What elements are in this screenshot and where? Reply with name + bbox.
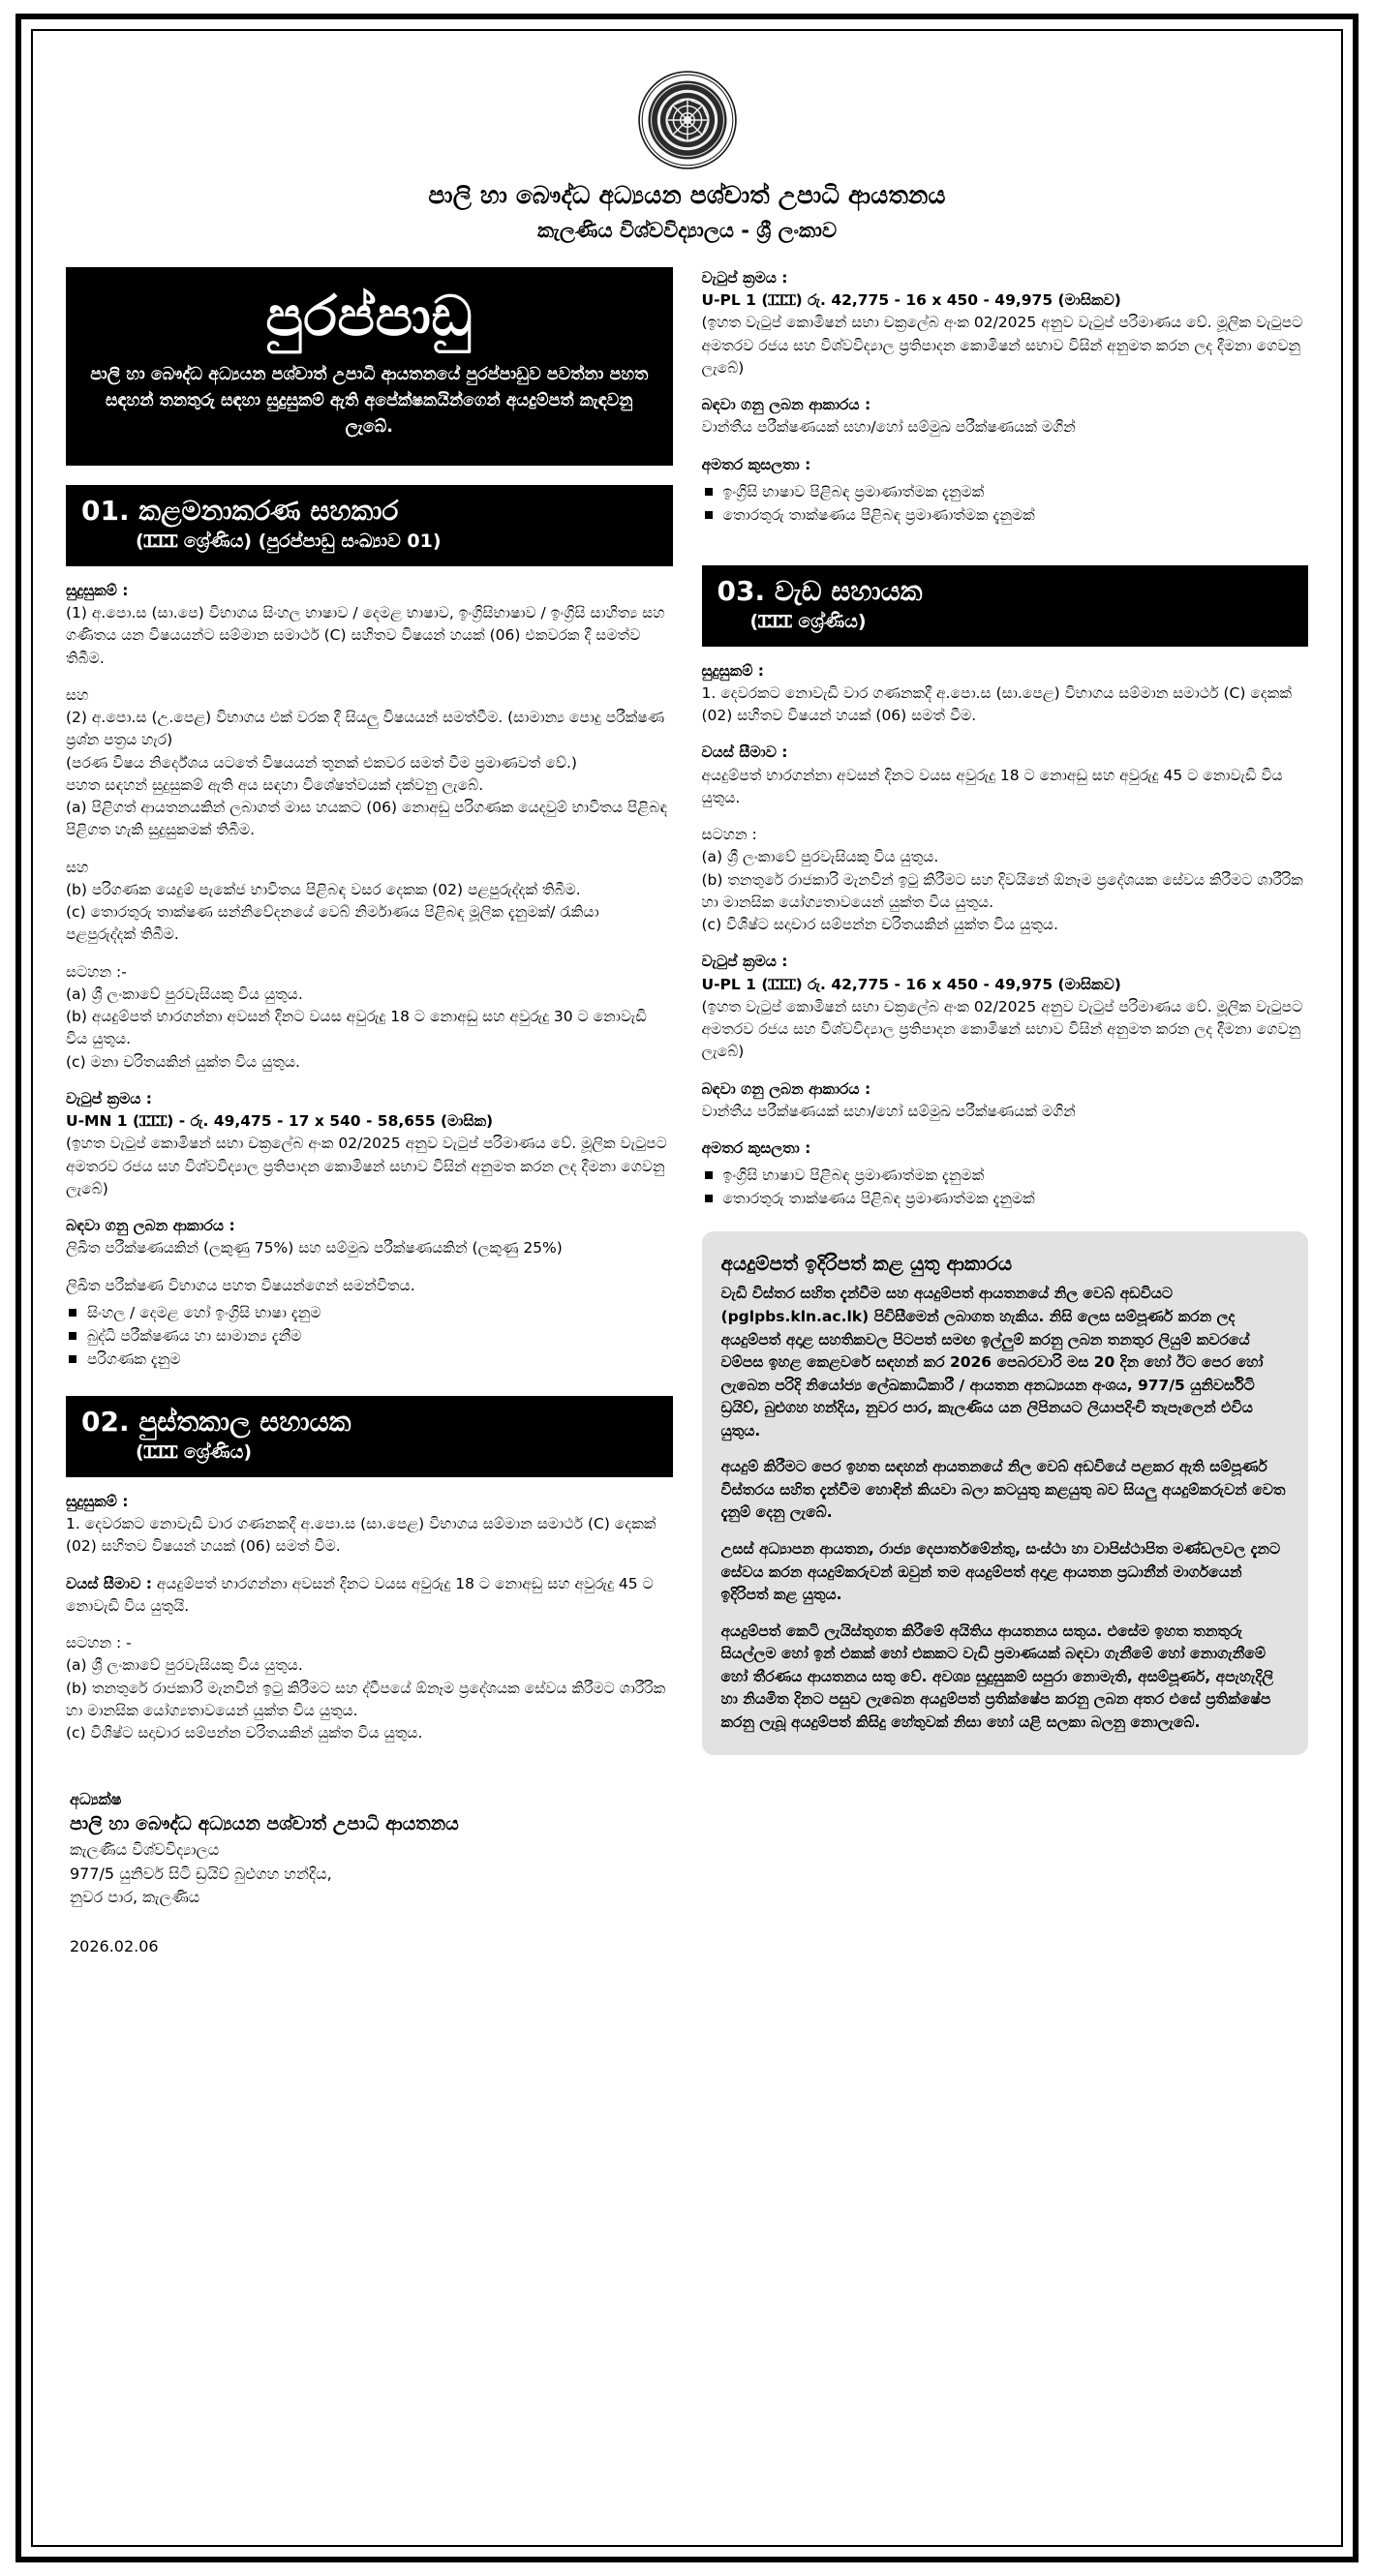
job3-recruit-text: වාන්තීය පරීක්ෂණයක් සහා/හෝ සම්මුඛ පරීක්ෂණයක් මගින් [701,1102,1076,1120]
list-item: තොරතුරු තාක්ෂණය පිළිබඳ ප්‍රමාණාත්මක දැනුමක් [702,503,1309,527]
job2-cond-a: (a) ශ්‍රී ලංකාවේ පුරවැසියකු විය යුතුය. [66,1656,303,1675]
job2-conditions [66,1632,673,1744]
list-item: සිංහල / දෙමළ හෝ ඉංග්‍රිසි භාෂා දැනුම [66,1301,673,1324]
job3-conditions [702,824,1309,936]
job2-recruit-label: බඳවා ගනු ලබන ආකාරය : [701,396,871,414]
institute-name: පාලි හා බෞද්ධ අධ්‍යයන පශ්චාත් උපාධි ආයතනය [428,181,946,209]
job2-cond-label: සටහන : - [66,1634,132,1652]
job1-cond-a: (a) ශ්‍රී ලංකාවේ පුරවැසියකු විය යුතුය. [66,985,303,1003]
job2-extra-skills [702,454,1309,527]
list-item: තොරතුරු තාක්ෂණය පිළිබඳ ප්‍රමාණාත්මක දැනුමක් [702,1187,1309,1210]
job1-cond-b: (b) අයදුම්පත් භාරගන්නා අවසන් දිනට වයස අවුරුදු 18 ට නොඅඩු සහ අවුරුදු 30 ට නොවැඩි විය යුතුය. [66,1008,647,1048]
signatory-addr-line-3: නුවර පාර, කැලණිය [70,1888,200,1907]
job1-recruitment [66,1215,673,1260]
job3-recruitment [702,1078,1309,1124]
job1-recruit-label: බඳවා ගනු ලබන ආකාරය : [66,1217,235,1235]
right-column [700,267,1309,1756]
job1-qual-2-note: (පරණ විෂය නිර්දේශය යටතේ විෂයයන් තුනක් එකවර සමත් වීම ප්‍රමාණවත් වේ.) [66,753,577,772]
job3-extra-list [702,1164,1309,1210]
notice-date: 2026.02.06 [70,1937,159,1956]
job-header-1 [66,485,673,566]
job1-qual-2-block [66,684,673,842]
hero-banner [66,267,673,466]
job2-extra-list [702,480,1309,527]
job1-recruit-text: ලිඛිත පරීක්ෂණයකින් (ලකුණු 75%) සහ සම්මුඛ පරීක්ෂණයකින් (ලකුණු 25%) [66,1239,563,1258]
job1-salary-scale: U-MN 1 (ꞮꞮꞮ) - රු. 49,475 - 17 x 540 - 58,655 (මාසික) [66,1112,494,1131]
job1-salary-note: (ඉහත වැටුප් කොමිෂන් සභා චක්‍රලේබ අංක 02/2025 අනුව වැටුප් පරිමාණය වේ. මූලික වැටුපට අමතරව රජය සහ විශ්වවිද්‍යාල ප්‍රතිපාදන කොමිෂන් සභාව විසින් අනුමත කරන ලද දීමනා ගෙවනු ලැබේ) [66,1135,667,1197]
university-seal-icon [637,70,738,170]
job3-cond-b: (b) තනතුරේ රාජකාරි මැනවින් ඉටු කිරීමට සහ දිවයිනේ ඕනෑම ප්‍රදේශයක සේවය කිරීමට ශාරීරික හා මානසික යෝග්‍යතාවයෙන් යුක්ත විය යුතුය. [701,870,1303,911]
job3-recruit-label: බඳවා ගනු ලබන ආකාරය : [701,1079,871,1098]
job-title-2: 02. පුස්තකාල සහායක [81,1405,351,1438]
hero-body: පාලි හා බෞද්ධ අධ්‍යයන පශ්චාත් උපාධි ආයතනයේ පුරප්පාඩුව පවත්නා පහත සඳහන් තනතුරු සඳහා සුදුසුකම් ඇති අපේක්ෂකයින්ගෙන් අයදුම්පත් කැඳවනු ලැබේ. [90,364,649,437]
job3-cond-a: (a) ශ්‍රී ලංකාවේ පුරවැසියකු විය යුතුය. [701,848,939,866]
content-columns [66,267,1308,1760]
job-header-2 [66,1396,673,1477]
job3-qual-1: 1. දෙවරකට නොවැඩි වාර ගණනකදී අ.පො.ස (සා.පෙළ) විභාගය සම්මාන සමාර්ථ (C) දෙකක් (02) සහිතව විෂයන් හයක් (06) සමත් වීම. [701,683,1292,725]
job3-salary-label: වැටුප් ක්‍රමය : [701,953,788,971]
hero-title: පුරප්පාඩු [265,284,473,349]
signatory-role: අධ්‍යක්ෂ [70,1790,122,1809]
job1-special-b: (b) පරිගණක යෙදුම් පැකේජ භාවිතය පිළිබඳ වසර දෙකක (02) පළපුරුද්දක් තිබීම. [66,880,581,898]
inner-border [31,29,1343,2547]
job1-special-intro: පහත සඳහන් සුදුසුකම් ඇති අය සඳහා විශේෂත්වයක් දක්වනු ලැබේ. [66,775,484,794]
signatory-addr-line-1: කැලණිය විශ්වවිද්‍යාලය [70,1839,220,1859]
job2-age-text: අයදුම්පත් භාරගන්නා අවසන් දිනට වයස අවුරුදු 18 ට නොඅඩු සහ අවුරුදු 45 ට නොවැඩි විය යුතුයි. [66,1574,654,1615]
job1-salary-label: වැටුප් ක්‍රමය : [66,1089,152,1107]
job3-salary-scale: U-PL 1 (ꞮꞮꞮ) රු. 42,775 - 16 x 450 - 49,975 (මාසිකව) [701,975,1121,993]
job1-exam [66,1275,673,1371]
job3-extra-skills [702,1137,1309,1210]
job3-age-text: අයදුම්පත් භාරගන්නා අවසන් දිනට වයස අවුරුදු 18 ට නොඅඩු සහ අවුරුදු 45 ට නොවැඩි විය යුතුය. [701,766,1283,806]
job3-age [702,742,1309,809]
job2-salary-label: වැටුප් ක්‍රමය : [701,268,788,287]
job3-age-label: වයස් සීමාව : [701,743,788,762]
signatory-org: පාලි හා බෞද්ධ අධ්‍යයන පශ්චාත් උපාධි ආයතනය [70,1813,459,1835]
bottom-spacer [66,1958,1308,2535]
job1-conditions [66,961,673,1074]
job3-qual-label: සුදුසුකම් : [701,661,764,680]
job1-qual-label: සුදුසුකම් : [66,581,129,599]
job1-special-c: (c) තොරතුරු තාක්ෂණ සන්නිවේදනයේ වෙබ් නිර්මාණය පිළිබඳ මූලික දැනුමක්/ රැකියා පළපුරුද්දක් තිබීම. [66,903,599,944]
job2-qual-1: 1. දෙවරකට නොවැඩි වාර ගණනකදී අ.පො.ස (සා.පෙළ) විභාගය සම්මාන සමාර්ථ (C) දෙකක් (02) සහිතව විෂයන් හයක් (06) සමත් වීම. [66,1515,656,1556]
job-subtitle-3: (ꞮꞮꞮ ශ්‍රේණිය) [749,611,867,633]
job-header-3 [702,565,1309,647]
job1-qual-1: (1) අ.පො.ස (සා.පෙ) විභාගය සිංහල භාෂාව / දෙමළ භාෂාව, ඉංග්‍රිසිභාෂාව / ඉංග්‍රිසි සාහිත්‍ය සහ ගණිතය යන විෂයයන්ට සම්මාන සමාර්ථ (C) සහිතව විෂයන් හයක් (06) එකවරක දී සමත්ව තිබීම. [66,604,665,667]
left-column [66,267,675,1760]
job-title-1: 01. කළමනාකරණ සහකාර [81,495,399,528]
job-subtitle-2: (ꞮꞮꞮ ශ්‍රේණිය) [136,1441,253,1464]
job2-salary-scale: U-PL 1 (ꞮꞮꞮ) රු. 42,775 - 16 x 450 - 49,975 (මාසිකව) [701,291,1121,310]
job2-cond-b: (b) තනතුරේ රාජකාරි මැනවින් ඉටු කිරීමට සහ ද්වීපයේ ඕනෑම ප්‍රදේශයක සේවය කිරීමට ශාරීරික හා මානසික යෝග්‍යතාවයෙන් යුක්ත විය යුතුය. [66,1679,666,1719]
signature-block [66,1788,1308,1958]
job1-and-2: සහ [66,858,89,876]
signatory-addr-line-2: 977/5 යුනිවර් සිටි ඩ්‍රයිව් බුළුගහ හන්දිය, [70,1864,332,1883]
job-subtitle-1: (ꞮꞮꞮ ශ්‍රේණිය) (පුරප්පාඩු සංඛ්‍යාව 01) [136,530,442,553]
panel-paragraph-1: වැඩි විස්තර සහිත දැන්වීම සහ අයදුම්පත් ආයතනයේ නිල වෙබ් අඩවියට (pglpbs.kln.ac.lk) පිවිසීමෙන් ලබාගත හැකිය. නිසි ලෙස සම්පූර්ණ කරන ලද අයදුම්පත් අදාළ සහතිකවල පිටපත් සමඟ ඉල්ලුම් කරනු ලබන තනතුර ලියුම් කවරයේ වම්පස ඉහළ කෙළවරේ සඳහන් කර 2026 පෙබරවාරි මස 20 දින හෝ ඊට පෙර හෝ ලැබෙන පරිදි නියෝජ්‍ය ලේඛකාධිකාරී / ආයතන අනධ්‍යයන අංශය, 977/5 යුනිවර්සිටි ඩ්‍රයිව්, බුළුගහ හන්දිය, නුවර පාර, කැලණිය යන ලිපිනයට ලියාපදිංචි තැපෑලෙන් එවිය යුතුය. [720,1285,1264,1440]
job2-qual-label: සුදුසුකම් : [66,1492,129,1510]
job3-salary [702,951,1309,1063]
list-item: ඉංග්‍රිසි භාෂාව පිළිබඳ ප්‍රමාණාත්මක දැනුමක් [702,1164,1309,1187]
job2-extra-label: අමතර කුසලතා : [701,455,811,473]
job1-cond-label: සටහන :- [66,962,127,981]
job2-age-label: වයස් සීමාව : [66,1574,152,1592]
list-item: බුද්ධි පරීක්ෂණය හා සාමාන්‍ය දැනීම [66,1324,673,1348]
job2-recruitment [702,394,1309,439]
job2-age [66,1573,673,1619]
job3-cond-label: සටහන : [701,826,757,844]
application-instructions-panel [702,1231,1309,1755]
job3-qualifications [702,660,1309,728]
job1-cond-c: (c) මනා චරිතයකින් යුක්ත විය යුතුය. [66,1052,300,1071]
job1-special-rest [66,857,673,947]
job2-qualifications [66,1491,673,1559]
job3-salary-note: (ඉහත වැටුප් කොමිෂන් සභා චක්‍රලේබ අංක 02/2025 අනුව වැටුප් පරිමාණය වේ. මූලික වැටුපට අමතරව රජය සහ විශ්වවිද්‍යාල ප්‍රතිපාදන කොමිෂන් සභාව විසින් අනුමත කරන ලද දීමනා ගෙවනු ලැබේ) [701,997,1303,1061]
job1-qual-2: (2) අ.පො.ස (උ.පෙළ) විභාගය එක් වරක දී සියලු විෂයයන් සමත්වීම. (සාමාන්‍ය පොදු පරීක්ෂණ ප්‍රශ්න පත්‍රය හැර) [66,709,665,749]
job1-salary [66,1088,673,1200]
job3-cond-c: (c) විශිෂ්ට සදාචාර සම්පන්න චරිතයකින් යුක්ත විය යුතුය. [701,916,1058,934]
job2-recruit-text: වාන්තීය පරීක්ෂණයක් සහා/හෝ සම්මුඛ පරීක්ෂණයක් මගින් [701,418,1076,437]
job1-special-a: (a) පිළිගත් ආයතනයකින් ලබාගත් මාස හයකට (06) නොඅඩු පරිගණක යෙදවුම් භාවිතය පිළිබඳ පිළිගත හැකි සුදුසුකමක් තිබීම. [66,799,668,839]
job-title-3: 03. වැඩ සහායක [717,574,923,607]
panel-title: අයදුම්පත් ඉදිරිපත් කළ යුතු ආකාරය [720,1252,1013,1276]
panel-paragraph-4: අයදුම්පත් කෙටි ලැයිස්තුගත කිරීමේ අයිතිය ආයතනය සතුය. එසේම ඉහත තනතුරු සියල්ලම හෝ ඉන් එකක් හෝ එකකට වැඩි ප්‍රමාණයක් බඳවා ගැනීමේ හෝ නොගැනීමේ හෝ තීරණය ආයතනය සතු වේ. අවශ්‍ය සුදුසුකම් සපුරා නොමැති, අසම්පූර්ණ, අපැහැදිලි හා නියමිත දිනට පසුව ලැබෙන අයදුම්පත් ප්‍රතික්ෂේප කරනු ලබන අතර එසේ ප්‍රතික්ෂේප කරනු ලැබූ අයදුම්පත් කිසිදු හේතුවක් නිසා හෝ යළි සලකා බලනු නොලැබේ. [720,1621,1274,1731]
panel-paragraph-3: උසස් අධ්‍යාපන ආයතන, රාජ්‍ය දෙපාර්තමේන්තු, සංස්ථා හා වාපිස්ථාපිත මණ්ඩලවල දැනට සේවය කරන අයදුම්කරුවන් ඔවුන් තම අයදුම්පත් අදාළ ආයතන ප්‍රධානීන් මාර්ගයෙන් ඉදිරිපත් කළ යුතුය. [720,1539,1281,1604]
masthead [66,56,1308,261]
job1-qualifications [66,580,673,670]
university-name: කැලණිය විශ්වවිද්‍යාලය - ශ්‍රී ලංකාව [536,218,838,242]
job3-extra-label: අමතර කුසලතා : [701,1139,811,1158]
job1-and-1: සහ [66,685,89,704]
job1-exam-text: ලිඛිත පරීක්ෂණ විභාගය පහත විෂයන්ගෙන් සමන්විතය. [66,1276,415,1294]
list-item: ඉංග්‍රිසි භාෂාව පිළිබඳ ප්‍රමාණාත්මක දැනුමක් [702,480,1309,503]
job2-salary [702,267,1309,379]
list-item: පරිගණක දැනුම [66,1348,673,1371]
job2-cond-c: (c) විශිෂ්ට සදාචාර සම්පන්න චරිතයකින් යුක්ත විය යුතුය. [66,1724,423,1743]
outer-border [15,14,1359,2562]
panel-paragraph-2: අයදුම් කිරීමට පෙර ඉහත සඳහන් ආයතනයේ නිල වෙබ් අඩවියේ පළකර ඇති සම්පූර්ණ විස්තරය සහිත දැන්වීම හොඳින් කියවා බලා කටයුතු කළයුතු බව සියලු අයදුම්කරුවන් වෙත දැනුම් දෙනු ලැබේ. [720,1458,1286,1522]
job2-salary-note: (ඉහත වැටුප් කොමිෂන් සභා චක්‍රලේබ අංක 02/2025 අනුව වැටුප් පරිමාණය වේ. මූලික වැටුපට අමතරව රජය සහ විශ්වවිද්‍යාල ප්‍රතිපාදන කොමිෂන් සභාව විසින් අනුමත කරන ලද දීමනා ගෙවනු ලැබේ) [701,314,1303,377]
job1-exam-list [66,1301,673,1371]
